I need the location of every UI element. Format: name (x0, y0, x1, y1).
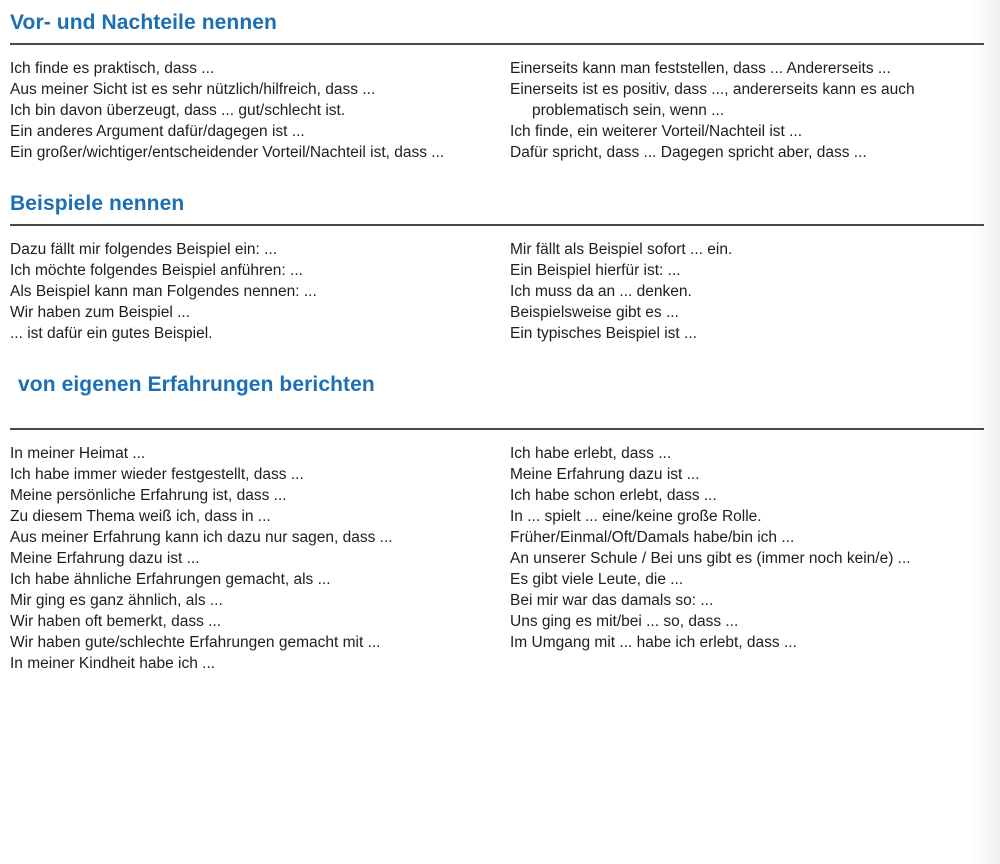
phrase-item: Einerseits ist es positiv, dass ..., andererseits kann es auch problematisch sein, wenn ... (510, 81, 915, 119)
phrase-list-right (510, 239, 984, 344)
phrase-list-right (510, 443, 984, 653)
phrase-item: Ein großer/wichtiger/entscheidender Vorteil/Nachteil ist, dass ... (10, 144, 445, 161)
phrase-item: In meiner Kindheit habe ich ... (10, 655, 216, 672)
phrase-list-left (10, 58, 484, 163)
phrase-item: Ich habe immer wieder festgestellt, dass ... (10, 466, 304, 483)
phrase-item: Uns ging es mit/bei ... so, dass ... (510, 613, 739, 630)
phrase-item: ... ist dafür ein gutes Beispiel. (10, 325, 213, 342)
phrase-item: Ein anderes Argument dafür/dagegen ist ... (10, 123, 305, 140)
section-title: von eigenen Erfahrungen berichten (18, 373, 375, 396)
phrase-item: Ich finde, ein weiterer Vorteil/Nachteil ist ... (510, 123, 803, 140)
section-title: Beispiele nennen (10, 192, 185, 215)
phrase-columns (10, 443, 984, 674)
phrase-item: Es gibt viele Leute, die ... (510, 571, 684, 588)
phrase-item: Ein Beispiel hierfür ist: ... (510, 262, 681, 279)
phrase-item: Einerseits kann man feststellen, dass ... Andererseits ... (510, 60, 891, 77)
phrase-item: Ich habe erlebt, dass ... (510, 445, 672, 462)
phrase-item: In meiner Heimat ... (10, 445, 146, 462)
phrase-item: Bei mir war das damals so: ... (510, 592, 714, 609)
phrase-item: Beispielsweise gibt es ... (510, 304, 679, 321)
phrase-item: In ... spielt ... eine/keine große Rolle. (510, 508, 762, 525)
section-divider (10, 428, 984, 430)
phrase-item: Wir haben oft bemerkt, dass ... (10, 613, 222, 630)
phrase-item: Ich möchte folgendes Beispiel anführen: ... (10, 262, 303, 279)
phrase-item: Ich habe ähnliche Erfahrungen gemacht, als ... (10, 571, 331, 588)
phrase-item: Ich muss da an ... denken. (510, 283, 692, 300)
phrase-item: Meine persönliche Erfahrung ist, dass ... (10, 487, 287, 504)
phrase-item: Dafür spricht, dass ... Dagegen spricht aber, dass ... (510, 144, 867, 161)
phrase-item: Wir haben zum Beispiel ... (10, 304, 191, 321)
phrase-item: Ein typisches Beispiel ist ... (510, 325, 697, 342)
phrase-list-right (510, 58, 984, 163)
phrase-item: An unserer Schule / Bei uns gibt es (immer noch kein/e) ... (510, 550, 911, 567)
phrase-item: Ich bin davon überzeugt, dass ... gut/schlecht ist. (10, 102, 346, 119)
phrase-item: Im Umgang mit ... habe ich erlebt, dass ... (510, 634, 797, 651)
phrase-item: Aus meiner Sicht ist es sehr nützlich/hilfreich, dass ... (10, 81, 376, 98)
phrase-item: Meine Erfahrung dazu ist ... (10, 550, 200, 567)
phrase-item: Wir haben gute/schlechte Erfahrungen gemacht mit ... (10, 634, 381, 651)
phrase-item: Dazu fällt mir folgendes Beispiel ein: ... (10, 241, 278, 258)
phrase-item: Meine Erfahrung dazu ist ... (510, 466, 700, 483)
section-vor-und-nachteile (10, 10, 984, 163)
section-title: Vor- und Nachteile nennen (10, 11, 277, 34)
phrase-columns (10, 239, 984, 344)
phrase-list-left (10, 239, 484, 344)
section-divider (10, 43, 984, 45)
phrase-columns (10, 58, 984, 163)
phrase-item: Früher/Einmal/Oft/Damals habe/bin ich ... (510, 529, 795, 546)
section-beispiele (10, 191, 984, 344)
phrase-item: Mir ging es ganz ähnlich, als ... (10, 592, 223, 609)
section-erfahrungen (10, 372, 984, 674)
phrase-item: Ich finde es praktisch, dass ... (10, 60, 215, 77)
phrase-item: Aus meiner Erfahrung kann ich dazu nur sagen, dass ... (10, 529, 393, 546)
phrase-item: Ich habe schon erlebt, dass ... (510, 487, 717, 504)
phrase-item: Mir fällt als Beispiel sofort ... ein. (510, 241, 733, 258)
phrase-item: Zu diesem Thema weiß ich, dass in ... (10, 508, 271, 525)
phrase-list-left (10, 443, 484, 674)
phrase-item: Als Beispiel kann man Folgendes nennen: ... (10, 283, 317, 300)
section-divider (10, 224, 984, 226)
